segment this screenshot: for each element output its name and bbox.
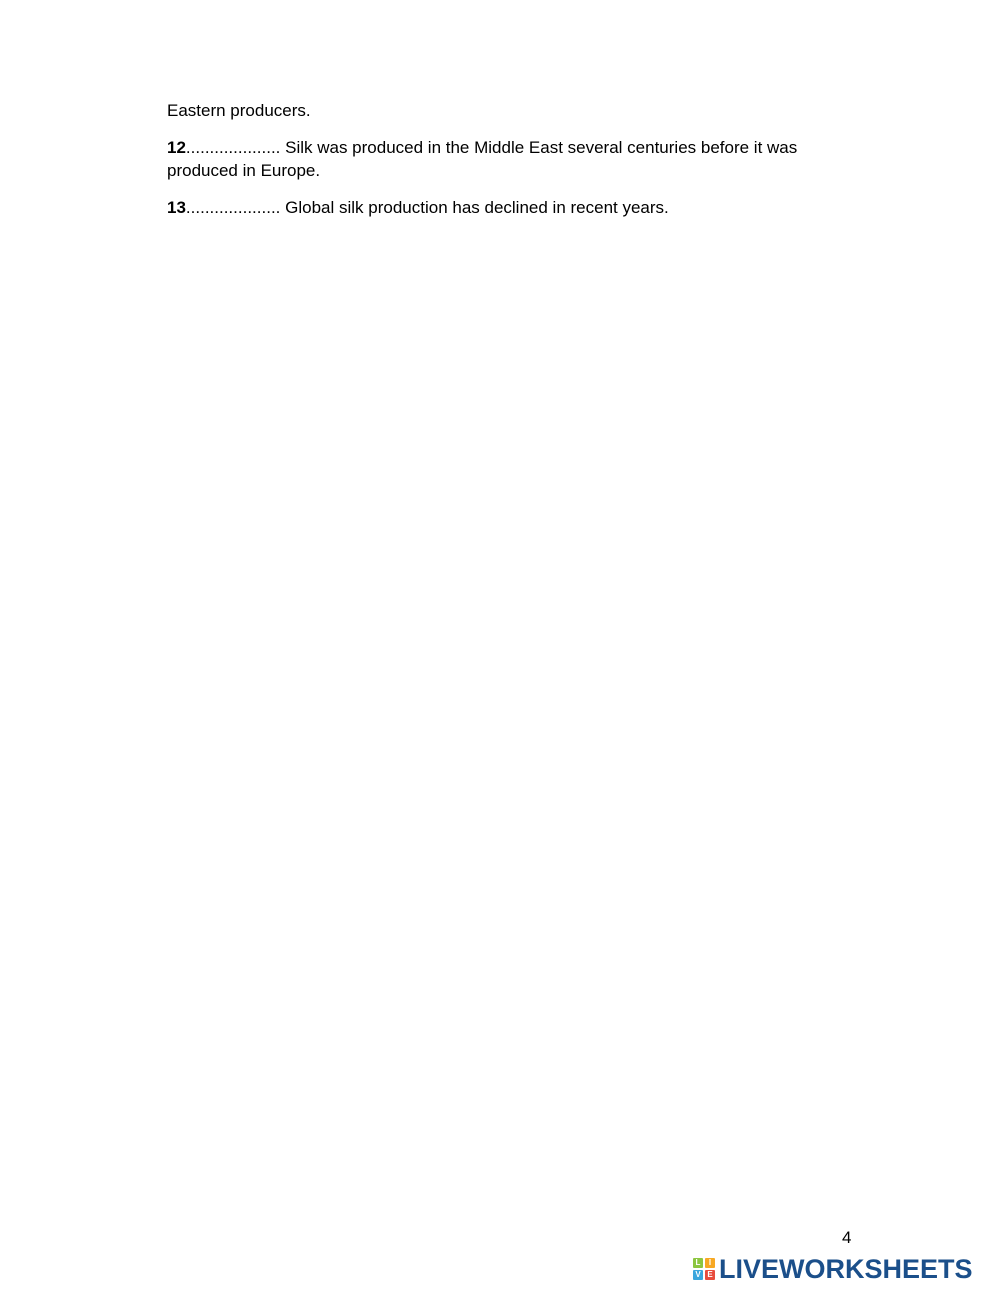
logo-tile: E (705, 1270, 715, 1280)
logo-tile: I (705, 1258, 715, 1268)
page-number: 4 (842, 1228, 852, 1247)
question-12 (167, 136, 867, 182)
question-text: Global silk production has declined in recent years. (280, 198, 669, 217)
document-body (167, 99, 867, 233)
answer-blank[interactable]: .................... (185, 198, 281, 217)
logo-mark-icon (693, 1258, 715, 1280)
question-number: 12 (167, 138, 186, 157)
logo-text: LIVEWORKSHEETS (719, 1254, 973, 1284)
logo-tile: L (693, 1258, 703, 1268)
question-text: Silk was produced in the Middle East several centuries before it was produced in Europe. (167, 138, 798, 180)
logo-tile: V (693, 1270, 703, 1280)
question-13 (167, 196, 867, 219)
liveworksheets-logo (693, 1255, 973, 1283)
continuation-text: Eastern producers. (167, 101, 311, 120)
question-number: 13 (167, 198, 186, 217)
answer-blank[interactable]: .................... (185, 138, 281, 157)
